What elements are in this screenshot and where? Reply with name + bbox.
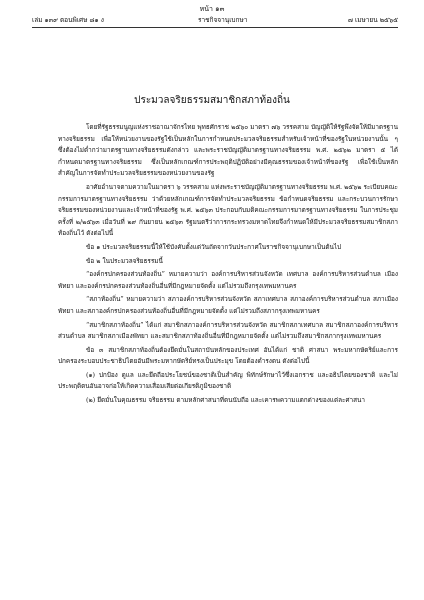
clause-3-item-2: (๒) ยึดมั่นในคุณธรรม จริยธรรม ตามหลักศาสนาที่ตนนับถือ และเคารพความแตกต่างของแต่ละศาสนา <box>86 396 365 405</box>
definition-local-council: “สภาท้องถิ่น” หมายความว่า สภาองค์การบริหารส่วนจังหวัด สภาเทศบาล สภาองค์การบริหารส่วนตำบล สภาเมืองพัทยา และสภาองค์กรปกครองส่วนท้องถิ่นอื่นที่มีกฎหมายจัดตั้ง แต่ไม่รวมถึงสภากรุงเทพมหานคร <box>58 295 398 315</box>
document-title: ประมวลจริยธรรมสมาชิกสภาท้องถิ่น <box>134 95 290 106</box>
gazette-header <box>32 15 398 25</box>
header-divider <box>32 27 398 28</box>
clause-1: ข้อ ๑ ประมวลจริยธรรมนี้ให้ใช้บังคับตั้งแต่วันถัดจากวันประกาศในราชกิจจานุเบกษาเป็นต้นไป <box>86 242 342 251</box>
page-number: หน้า ๑๓ <box>199 5 225 13</box>
header-date: ๗ เมษายน ๒๕๖๕ <box>348 16 398 24</box>
authority-paragraph: อาศัยอำนาจตามความในมาตรา ๖ วรรคสาม แห่งพระราชบัญญัติมาตรฐานทางจริยธรรม พ.ศ. ๒๕๖๒ ระเบียบคณะกรรมการมาตรฐานทางจริยธรรม ว่าด้วยหลักเกณฑ์การจัดทำประมวลจริยธรรม ข้อกำหนดจริยธรรม และกระบวนการรักษาจริยธรรมของหน่วยงานและเจ้าหน้าที่ของรัฐ พ.ศ. ๒๕๖๓ ประกอบกับมติคณะกรรมการมาตรฐานทางจริยธรรม ในการประชุมครั้งที่ ๒/๒๕๖๓ เมื่อวันที่ ๒๙ กันยายน ๒๕๖๓ รัฐมนตรีว่าการกระทรวงมหาดไทยจึงกำหนดให้มีประมวลจริยธรรมสมาชิกสภาท้องถิ่นไว้ ดังต่อไปนี้ <box>58 182 398 238</box>
header-volume: เล่ม ๑๓๙ ตอนพิเศษ ๘๑ ง <box>32 16 104 24</box>
definition-council-member: “สมาชิกสภาท้องถิ่น” ได้แก่ สมาชิกสภาองค์การบริหารส่วนจังหวัด สมาชิกสภาเทศบาล สมาชิกสภาองค์การบริหารส่วนตำบล สมาชิกสภาเมืองพัทยา และสมาชิกสภาท้องถิ่นอื่นที่มีกฎหมายจัดตั้ง แต่ไม่รวมถึงสมาชิกสภากรุงเทพมหานคร <box>58 320 398 341</box>
definition-local-government: “องค์กรปกครองส่วนท้องถิ่น” หมายความว่า องค์การบริหารส่วนจังหวัด เทศบาล องค์การบริหารส่วนตำบล เมืองพัทยา และองค์กรปกครองส่วนท้องถิ่นอื่นที่มีกฎหมายจัดตั้ง แต่ไม่รวมถึงกรุงเทพมหานคร <box>58 270 398 290</box>
header-gazette-name: ราชกิจจานุเบกษา <box>198 16 248 24</box>
clause-2: ข้อ ๒ ในประมวลจริยธรรมนี้ <box>86 256 163 265</box>
preamble-paragraph: โดยที่รัฐธรรมนูญแห่งราชอาณาจักรไทย พุทธศักราช ๒๕๖๐ มาตรา ๗๖ วรรคสาม บัญญัติให้รัฐพึงจัดให้มีมาตรฐานทางจริยธรรม เพื่อให้หน่วยงานของรัฐใช้เป็นหลักในการกำหนดประมวลจริยธรรมสำหรับเจ้าหน้าที่ของรัฐในหน่วยงานนั้น ๆ ซึ่งต้องไม่ต่ำกว่ามาตรฐานทางจริยธรรมดังกล่าว และพระราชบัญญัติมาตรฐานทางจริยธรรม พ.ศ. ๒๕๖๒ มาตรา ๕ ได้กำหนดมาตรฐานทางจริยธรรม ซึ่งเป็นหลักเกณฑ์การประพฤติปฏิบัติอย่างมีคุณธรรมของเจ้าหน้าที่ของรัฐ เพื่อใช้เป็นหลักสำคัญในการจัดทำประมวลจริยธรรมของหน่วยงานของรัฐ <box>58 123 398 178</box>
document-body <box>58 122 398 409</box>
clause-3: ข้อ ๓ สมาชิกสภาท้องถิ่นต้องยึดมั่นในสถาบันหลักของประเทศ อันได้แก่ ชาติ ศาสนา พระมหากษัตริย์และการปกครองระบอบประชาธิปไตยอันมีพระมหากษัตริย์ทรงเป็นประมุข โดยต้องดำรงตน ดังต่อไปนี้ <box>58 345 398 366</box>
clause-3-item-1: (๑) ปกป้อง ดูแล และยึดถือประโยชน์ของชาติเป็นสำคัญ พิทักษ์รักษาไว้ซึ่งเอกราช และอธิปไตยของชาติ และไม่ประพฤติตนอันอาจก่อให้เกิดความเสื่อมเสียต่อเกียรติภูมิของชาติ <box>58 370 398 391</box>
